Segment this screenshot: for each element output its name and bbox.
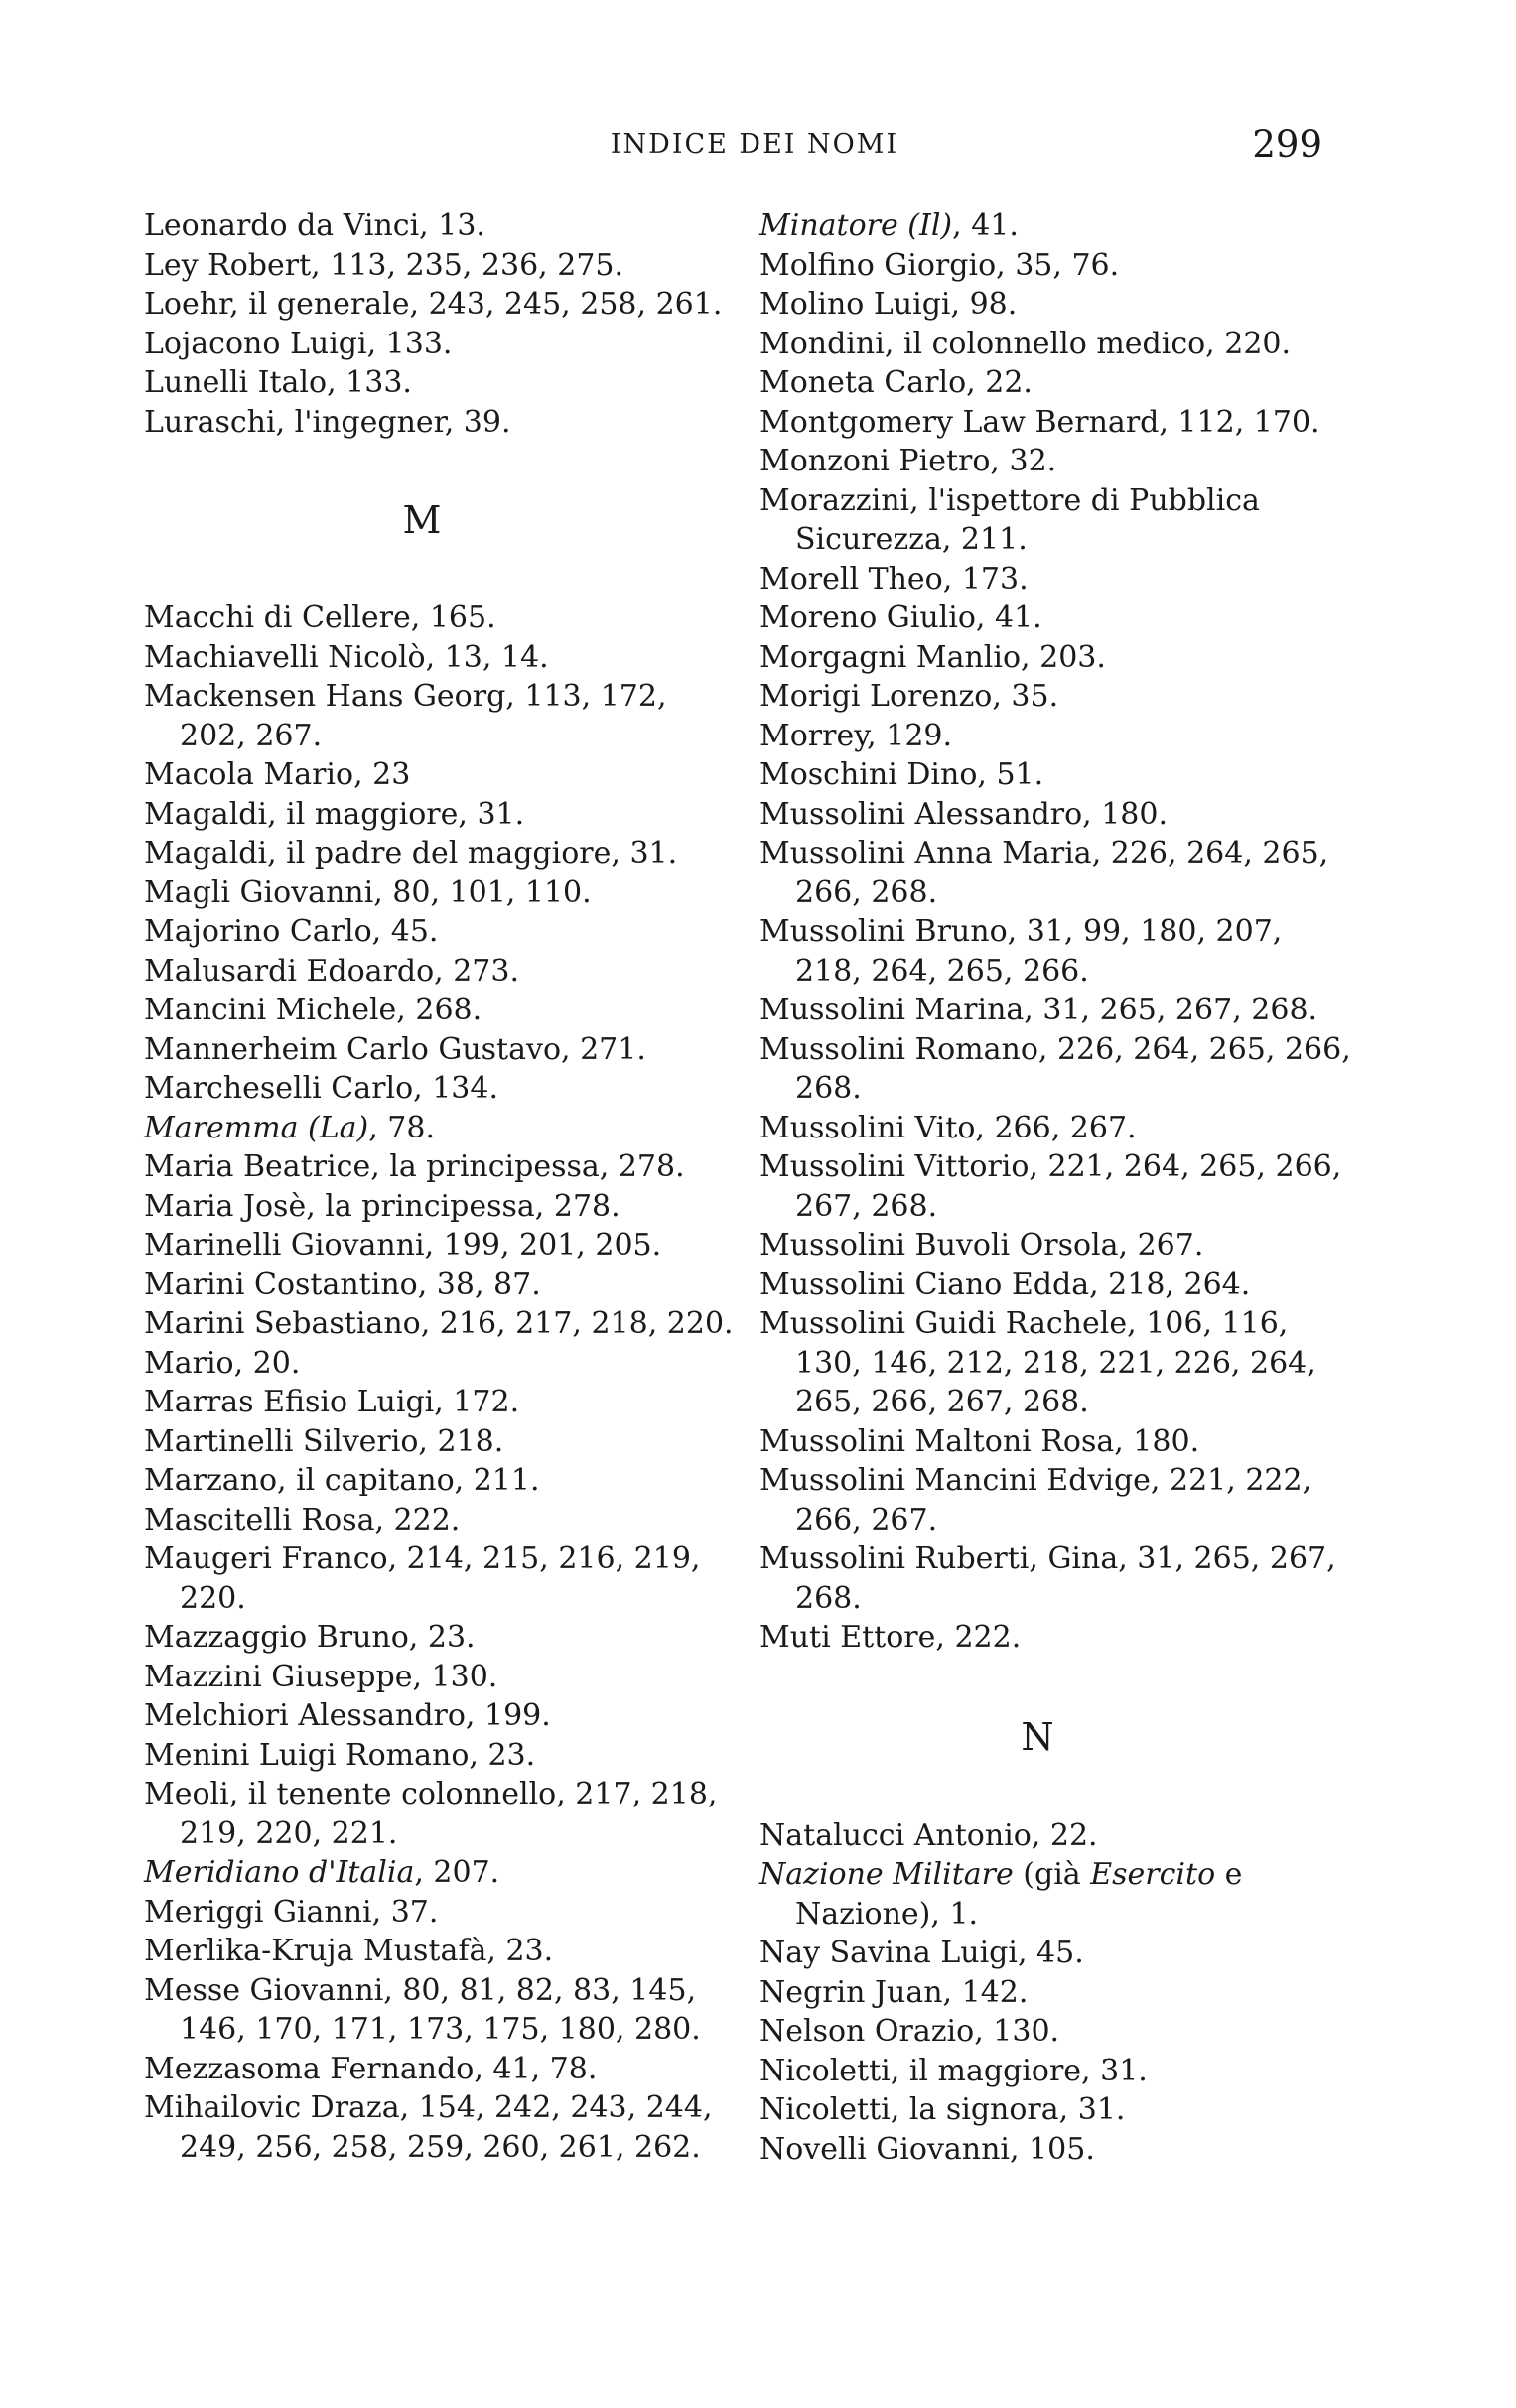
- index-entry: Mario, 20.: [144, 1345, 301, 1381]
- index-entry: Morigi Lorenzo, 35.: [759, 679, 1059, 714]
- index-entry: Nelson Orazio, 130.: [759, 2014, 1060, 2049]
- index-entry: Lojacono Luigi, 133.: [144, 326, 453, 361]
- index-entry: Mussolini Romano, 226, 264, 265, 266, 268.: [759, 1031, 1361, 1106]
- index-entry: Meoli, il tenente colonnello, 217, 218, 219, 220, 221.: [144, 1777, 727, 1851]
- index-entry: Nay Savina Luigi, 45.: [759, 1936, 1084, 1970]
- section-letter-m: M: [402, 498, 442, 542]
- index-entry: Menini Luigi Romano, 23.: [144, 1737, 536, 1773]
- index-entry: Mussolini Ruberti, Gina, 31, 265, 267, 268.: [759, 1541, 1346, 1616]
- index-entry: Negrin Juan, 142.: [759, 1974, 1029, 2010]
- index-entry: Melchiori Alessandro, 199.: [144, 1698, 551, 1733]
- index-entry: Nicoletti, la signora, 31.: [759, 2092, 1126, 2127]
- section-letter-n: N: [1021, 1714, 1054, 1759]
- m-entries-group: [144, 599, 740, 2167]
- index-entry: Monzoni Pietro, 32.: [759, 444, 1057, 478]
- index-entry: Morgagni Manlio, 203.: [759, 639, 1106, 675]
- index-entry: Marini Costantino, 38, 87.: [144, 1267, 541, 1302]
- index-entry: Maria Beatrice, la principessa, 278.: [144, 1149, 685, 1184]
- index-entry: Ley Robert, 113, 235, 236, 275.: [144, 247, 624, 283]
- index-entry: Moneta Carlo, 22.: [759, 365, 1033, 400]
- index-entry: Magli Giovanni, 80, 101, 110.: [144, 874, 592, 910]
- index-entry: Moschini Dino, 51.: [759, 757, 1044, 792]
- index-entry: Messe Giovanni, 80, 81, 82, 83, 145, 146, 170, 171, 173, 175, 180, 280.: [144, 1972, 706, 2047]
- index-entry: Molino Luigi, 98.: [759, 287, 1018, 322]
- index-entry: Montgomery Law Bernard, 112, 170.: [759, 404, 1320, 440]
- index-entry: Magaldi, il padre del maggiore, 31.: [144, 836, 678, 870]
- index-entry: Marras Efisio Luigi, 172.: [144, 1385, 520, 1419]
- index-entry: Macchi di Cellere, 165.: [144, 601, 496, 635]
- index-entry: Luraschi, l'ingegner, 39.: [144, 404, 511, 440]
- index-entry: Mussolini Vito, 266, 267.: [759, 1110, 1137, 1145]
- index-entry: Mascitelli Rosa, 222.: [144, 1502, 461, 1538]
- index-entry: Mackensen Hans Georg, 113, 172, 202, 267.: [144, 679, 677, 753]
- index-entry: Novelli Giovanni, 105.: [759, 2131, 1095, 2167]
- index-entry: Moreno Giulio, 41.: [759, 601, 1042, 635]
- index-entry: Mazzaggio Bruno, 23.: [144, 1620, 476, 1655]
- index-entry: Mussolini Marina, 31, 265, 267, 268.: [759, 993, 1318, 1027]
- n-entries-group: [759, 1816, 1355, 2170]
- index-entry: Mondini, il colonnello medico, 220.: [759, 326, 1292, 361]
- page-number: 299: [1252, 123, 1322, 166]
- index-entry: Mannerheim Carlo Gustavo, 271.: [144, 1031, 646, 1067]
- index-entry: Marini Sebastiano, 216, 217, 218, 220.: [144, 1306, 734, 1341]
- index-entry-title: Meridiano d'Italia, 207.: [144, 1855, 500, 1890]
- index-entry: Molfino Giorgio, 35, 76.: [759, 247, 1120, 283]
- index-entry: Leonardo da Vinci, 13.: [144, 208, 485, 243]
- index-entry: Malusardi Edoardo, 273.: [144, 953, 520, 989]
- index-entry: Marinelli Giovanni, 199, 201, 205.: [144, 1228, 662, 1263]
- index-entry: Mussolini Guidi Rachele, 106, 116, 130, 146, 212, 218, 221, 226, 264, 265, 266, 267, 268.: [759, 1306, 1326, 1419]
- index-entry: Mussolini Anna Maria, 226, 264, 265, 266, 268.: [759, 836, 1338, 910]
- index-entry: Mihailovic Draza, 154, 242, 243, 244, 249, 256, 258, 259, 260, 261, 262.: [144, 2090, 723, 2165]
- index-entry: Muti Ettore, 222.: [759, 1620, 1022, 1655]
- index-entry: Marcheselli Carlo, 134.: [144, 1071, 498, 1106]
- index-entry-title: Nazione Militare (già Esercito e Nazione), 1.: [759, 1857, 1252, 1932]
- index-entry: Mussolini Buvoli Orsola, 267.: [759, 1228, 1204, 1263]
- index-entry: Maugeri Franco, 214, 215, 216, 219, 220.: [144, 1541, 710, 1616]
- index-entry-title: Minatore (Il), 41.: [759, 208, 1019, 243]
- index-entry: Martinelli Silverio, 218.: [144, 1423, 504, 1459]
- index-entry: Majorino Carlo, 45.: [144, 914, 439, 949]
- index-entry: Loehr, il generale, 243, 245, 258, 261.: [144, 287, 723, 322]
- index-entry: Morell Theo, 173.: [759, 561, 1029, 597]
- index-entry: Macola Mario, 23: [144, 757, 411, 792]
- index-entry: Meriggi Gianni, 37.: [144, 1894, 439, 1930]
- index-entry: Mussolini Bruno, 31, 99, 180, 207, 218, 264, 265, 266.: [759, 914, 1292, 989]
- index-entry: Morazzini, l'ispettore di Pubblica Sicurezza, 211.: [759, 482, 1270, 557]
- left-column: [144, 206, 740, 2167]
- index-entry: Merlika-Kruja Mustafà, 23.: [144, 1934, 554, 1968]
- index-entry: Mezzasoma Fernando, 41, 78.: [144, 2051, 598, 2086]
- index-entry: Lunelli Italo, 133.: [144, 365, 412, 400]
- right-column: [759, 206, 1361, 2169]
- index-entry: Machiavelli Nicolò, 13, 14.: [144, 639, 549, 675]
- index-entry: Magaldi, il maggiore, 31.: [144, 796, 525, 832]
- index-entry: Mazzini Giuseppe, 130.: [144, 1659, 498, 1694]
- index-entry: Mancini Michele, 268.: [144, 993, 482, 1027]
- index-entry-title: Maremma (La), 78.: [144, 1110, 436, 1145]
- index-entry: Mussolini Vittorio, 221, 264, 265, 266, 267, 268.: [759, 1149, 1351, 1224]
- index-entry: Nicoletti, il maggiore, 31.: [759, 2053, 1148, 2088]
- running-header: INDICE DEI NOMI: [610, 129, 899, 160]
- index-entry: Mussolini Mancini Edvige, 221, 222, 266, 267.: [759, 1463, 1321, 1538]
- index-entry: Mussolini Ciano Edda, 218, 264.: [759, 1267, 1251, 1302]
- index-entry: Marzano, il capitano, 211.: [144, 1463, 540, 1498]
- top-entries-group: [144, 206, 740, 442]
- index-entry: Morrey, 129.: [759, 718, 953, 753]
- index-entry: Maria Josè, la principessa, 278.: [144, 1188, 620, 1224]
- index-entry: Mussolini Alessandro, 180.: [759, 796, 1169, 832]
- m-entries-group: [759, 206, 1361, 1658]
- index-entry: Mussolini Maltoni Rosa, 180.: [759, 1423, 1200, 1459]
- index-entry: Natalucci Antonio, 22.: [759, 1817, 1098, 1853]
